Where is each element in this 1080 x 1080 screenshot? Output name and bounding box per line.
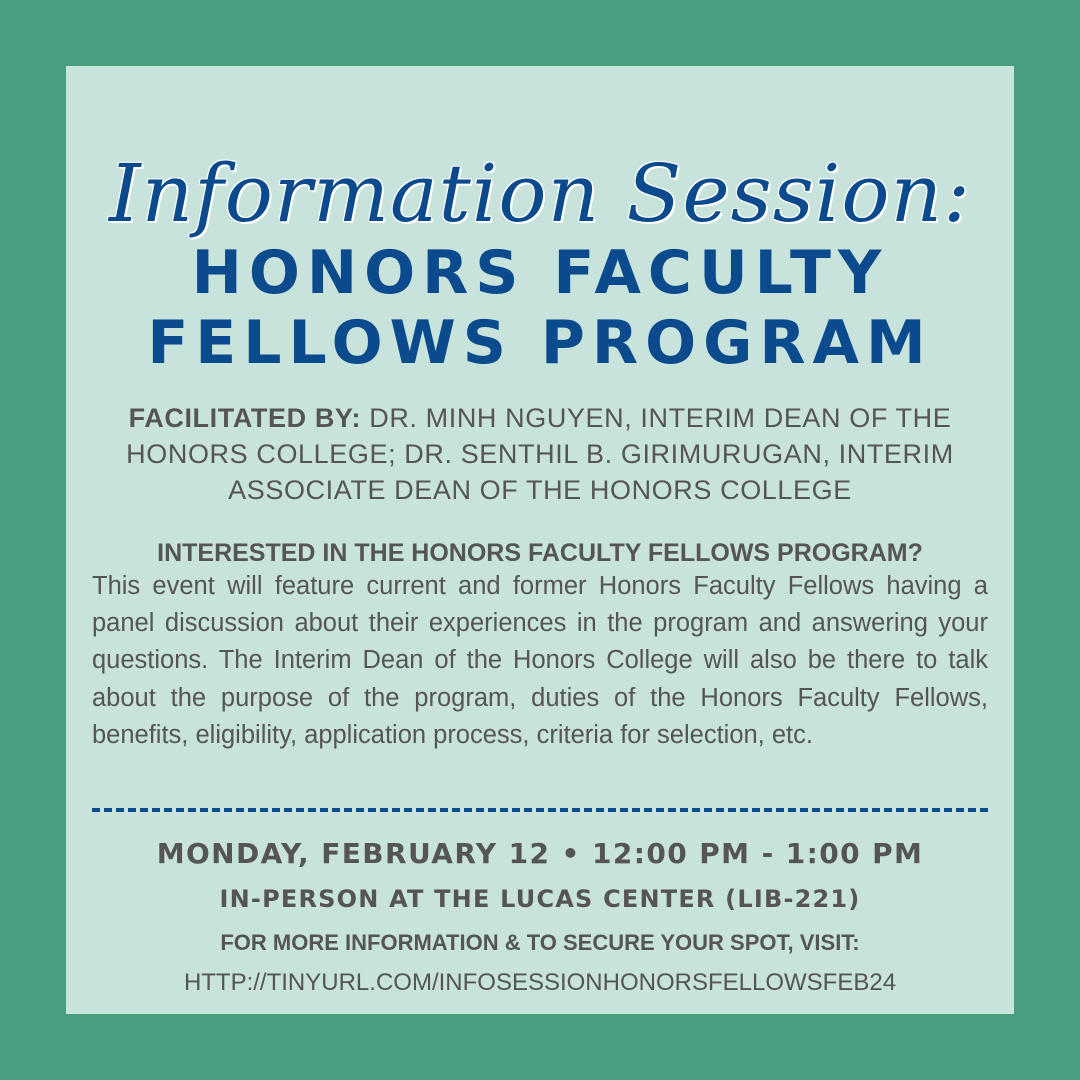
flyer-panel bbox=[66, 66, 1014, 1014]
program-title-line-2: FELLOWS PROGRAM bbox=[147, 308, 933, 378]
event-description: This event will feature current and former Honors Faculty Fellows having a panel discussion about their experiences in the program and answering your questions. The Interim Dean of the Honors College will also be there to talk about the purpose of the program, duties of the Honors Faculty Fellows, benefits, eligibility, application process, criteria for selection, etc. bbox=[92, 572, 988, 749]
script-heading: Information Session: bbox=[108, 147, 972, 240]
dashed-divider bbox=[92, 808, 988, 812]
program-title bbox=[66, 238, 1014, 378]
facilitators-text: DR. MINH NGUYEN, INTERIM DEAN OF THE HONORS COLLEGE; DR. SENTHIL B. GIRIMURUGAN, INTERIM ASSOCIATE DEAN OF THE HONORS COLLEGE bbox=[126, 403, 954, 505]
event-location: IN-PERSON AT THE LUCAS CENTER (LIB-221) bbox=[219, 885, 861, 913]
program-title-line-1: HONORS FACULTY bbox=[191, 238, 889, 308]
more-info-text: FOR MORE INFORMATION & TO SECURE YOUR SPOT, VISIT: bbox=[220, 930, 860, 955]
registration-link[interactable]: HTTP://TINYURL.COM/INFOSESSIONHONORSFELLOWSFEB24 bbox=[183, 969, 897, 996]
facilitators-label: FACILITATED BY: bbox=[128, 403, 362, 433]
event-date-time: MONDAY, FEBRUARY 12 • 12:00 PM - 1:00 PM bbox=[156, 837, 924, 870]
interest-question: INTERESTED IN THE HONORS FACULTY FELLOWS PROGRAM? bbox=[157, 539, 923, 567]
facilitators-block bbox=[76, 400, 1004, 508]
